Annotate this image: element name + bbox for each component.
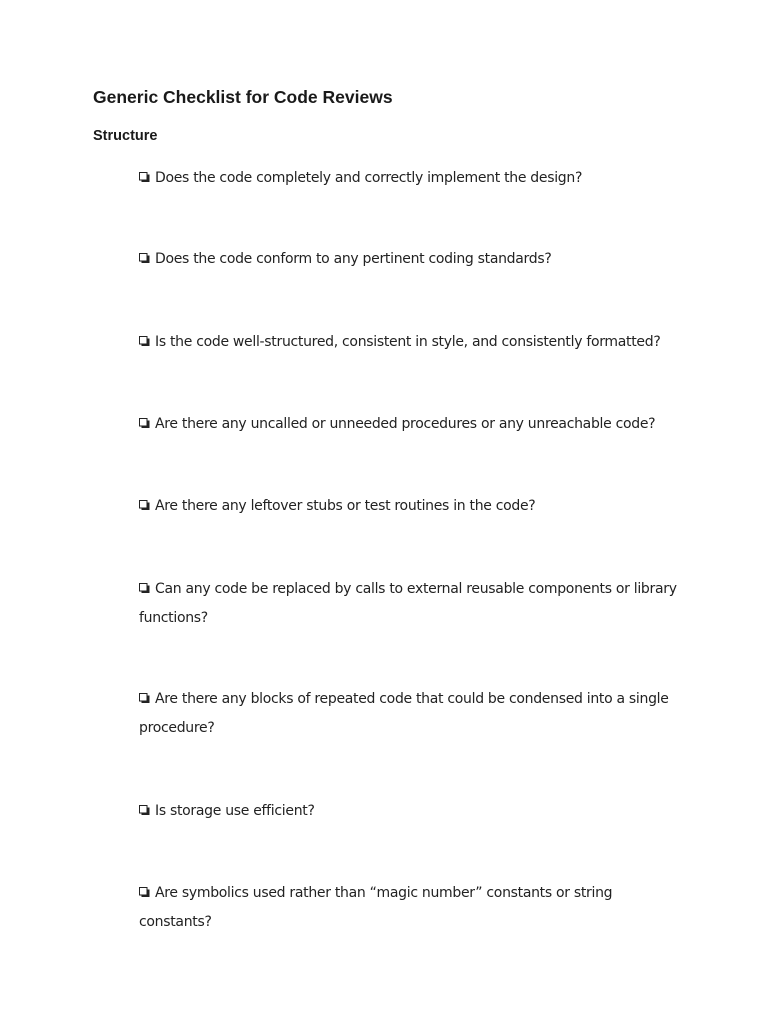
- checklist-item: [139, 164, 679, 193]
- checklist-item-text: Are there any uncalled or unneeded procedures or any unreachable code?: [155, 416, 656, 432]
- checkbox-icon: [139, 693, 150, 704]
- checklist-item-text: Are symbolics used rather than “magic number” constants or string constants?: [139, 885, 613, 930]
- checklist-item: [139, 879, 679, 937]
- checklist-item-text: Can any code be replaced by calls to external reusable components or library functions?: [139, 581, 677, 626]
- checklist-item-text: Are there any leftover stubs or test routines in the code?: [155, 498, 536, 514]
- checklist-item: [139, 328, 679, 357]
- checklist-item: [139, 492, 679, 521]
- checklist-item: [139, 575, 679, 633]
- checklist-item-text: Is storage use efficient?: [155, 803, 315, 819]
- checkbox-icon: [139, 887, 150, 898]
- checklist-item-text: Does the code conform to any pertinent coding standards?: [155, 251, 552, 267]
- checklist-item: [139, 685, 679, 743]
- checklist-item: [139, 797, 679, 826]
- checkbox-icon: [139, 500, 150, 511]
- checkbox-icon: [139, 172, 150, 183]
- checkbox-icon: [139, 253, 150, 264]
- checklist-item-text: Does the code completely and correctly implement the design?: [155, 170, 583, 186]
- checkbox-icon: [139, 583, 150, 594]
- section-heading-structure: Structure: [93, 128, 158, 144]
- checklist-item: [139, 245, 679, 274]
- checklist-item: [139, 410, 679, 439]
- checklist-item-text: Are there any blocks of repeated code that could be condensed into a single procedure?: [139, 691, 669, 736]
- document-title: Generic Checklist for Code Reviews: [93, 87, 393, 107]
- checkbox-icon: [139, 805, 150, 816]
- checklist-item-text: Is the code well-structured, consistent in style, and consistently formatted?: [155, 334, 661, 350]
- checkbox-icon: [139, 336, 150, 347]
- checkbox-icon: [139, 418, 150, 429]
